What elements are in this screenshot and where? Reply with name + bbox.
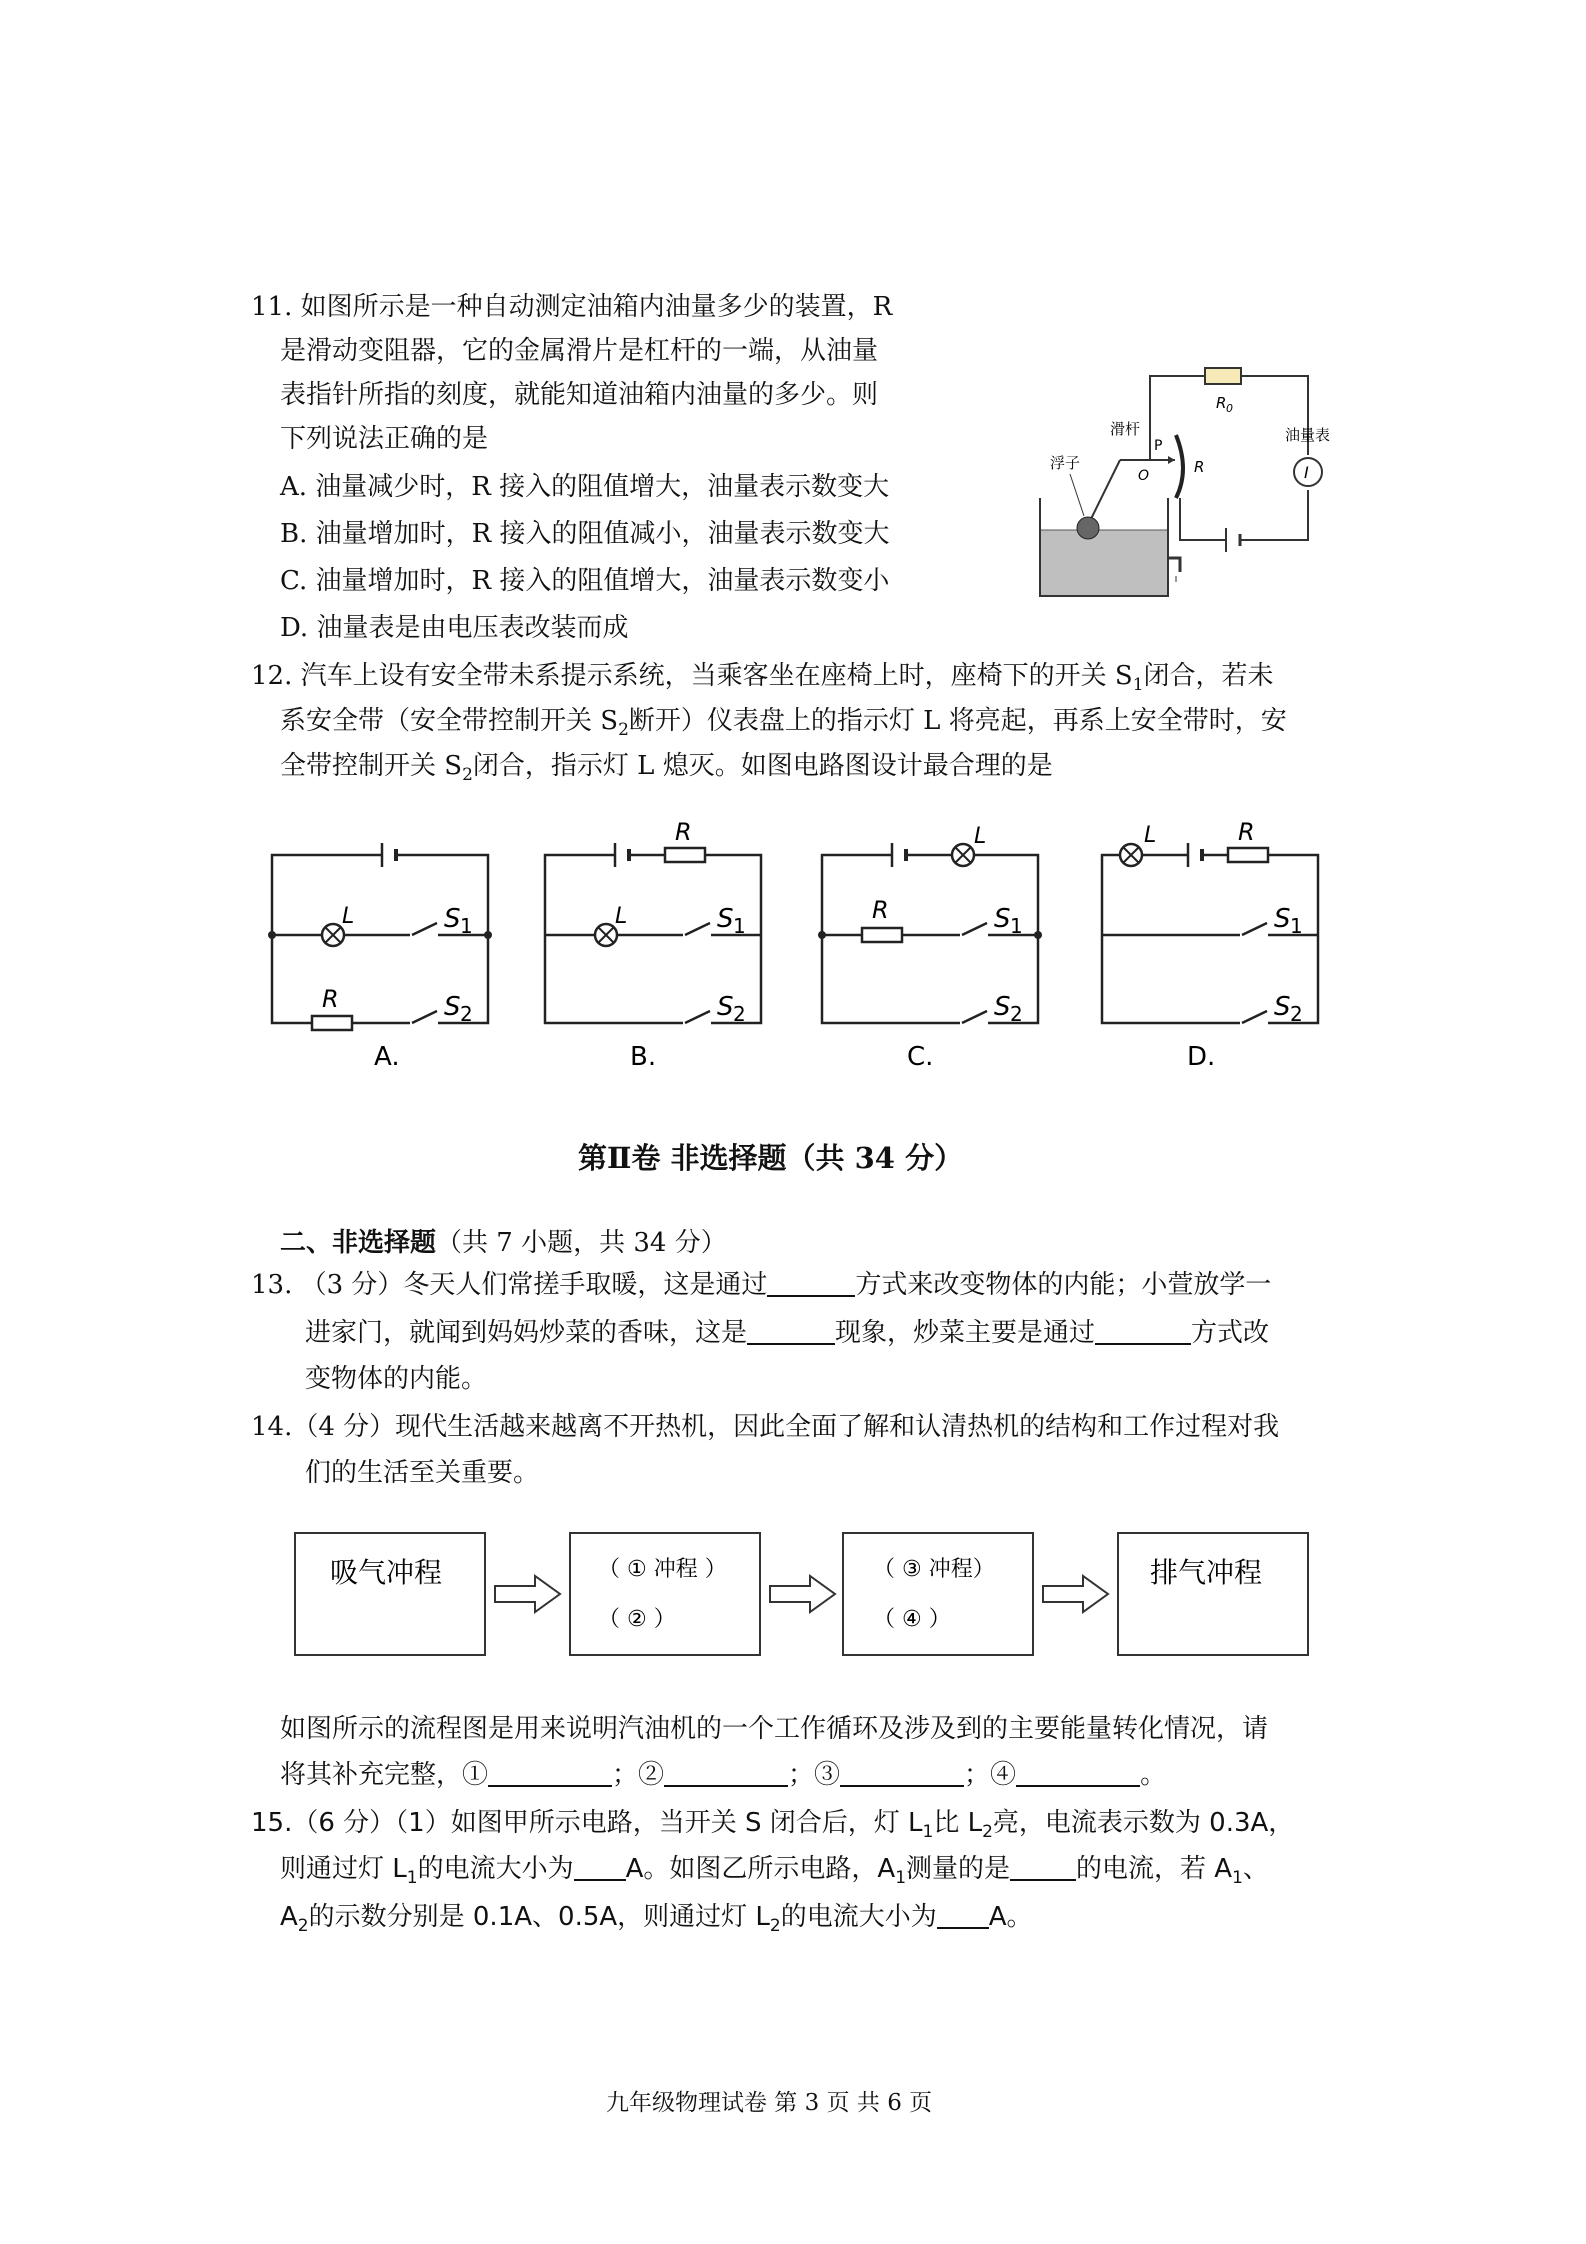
svg-text:吸气冲程: 吸气冲程 [330,1556,443,1589]
svg-text:1: 1 [733,914,746,938]
q11-line-3: 表指针所指的刻度，就能知道油箱内油量的多少。则 [280,380,879,410]
q15-blank-1[interactable] [574,1853,626,1881]
svg-text:排气冲程: 排气冲程 [1150,1556,1263,1589]
svg-text:（ ④ ）: （ ④ ） [873,1607,951,1632]
r0-resistor [1205,368,1241,384]
flow-arrow-3 [1043,1576,1108,1612]
q14-blank-2[interactable] [664,1759,788,1787]
svg-text:S: S [444,904,461,934]
svg-text:R: R [1238,818,1255,846]
q11-option-b: B. 油量增加时，R 接入的阻值减小，油量表示数变大 [280,519,890,549]
svg-text:B.: B. [630,1042,657,1072]
svg-text:S: S [1274,992,1291,1022]
svg-text:R: R [1216,394,1227,412]
flow-box-exhaust [1118,1533,1308,1655]
svg-text:2: 2 [733,1002,746,1026]
svg-text:0: 0 [1226,402,1233,415]
float-ball [1077,517,1099,539]
q11-line-4: 下列说法正确的是 [280,424,489,454]
svg-text:S: S [994,904,1011,934]
svg-text:R: R [872,896,889,924]
flow-arrow-1 [495,1576,560,1612]
svg-text:I: I [1304,463,1309,482]
circuit-c [812,818,1052,1078]
part-two-title: 第Ⅱ卷 非选择题（共 34 分） [578,1141,964,1175]
circuit-b [535,818,775,1078]
circuit-a [262,835,502,1075]
svg-text:2: 2 [460,1002,473,1026]
q11-line-1: 11. 如图所示是一种自动测定油箱内油量多少的装置，R [251,292,893,322]
q15-blank-3[interactable] [937,1901,989,1929]
svg-text:油量表: 油量表 [1285,426,1331,444]
svg-text:S: S [717,904,734,934]
svg-text:L: L [1144,823,1157,848]
q11-line-2: 是滑动变阻器，它的金属滑片是杠杆的一端，从油量 [280,336,879,366]
q14-line-2: 们的生活至关重要。 [305,1458,540,1488]
circuit-d [1092,812,1332,1078]
oil-level [1041,530,1167,595]
svg-text:R: R [675,818,692,846]
q13-line-3: 变物体的内能。 [305,1364,488,1394]
engine-flow-chart [290,1528,1320,1673]
svg-text:1: 1 [1290,914,1303,938]
q14-line-3: 如图所示的流程图是用来说明汽油机的一个工作循环及涉及到的主要能量转化情况，请 [280,1714,1269,1744]
svg-text:R: R [322,985,339,1013]
variable-resistor [1176,435,1183,498]
svg-text:O: O [1138,468,1150,484]
svg-text:C.: C. [907,1042,934,1072]
svg-text:S: S [717,992,734,1022]
q14-line-1: 14.（4 分）现代生活越来越离不开热机，因此全面了解和认清热机的结构和工作过程对我 [251,1412,1280,1442]
q13-blank-3[interactable] [1095,1317,1191,1345]
svg-text:滑杆: 滑杆 [1110,420,1141,438]
flow-box-2 [570,1533,760,1655]
oil-gauge-figure [1030,350,1340,600]
q12-line-3: 全带控制开关 $S_2$闭合，指示灯 L 熄灭。如图电路图设计最合理的是 [280,751,1053,786]
q15-line-1: 15.（6 分）（1）如图甲所示电路，当开关 S 闭合后，灯 $L_1$比 $L_2$亮，电流表示数为 0.3A， [251,1808,1295,1843]
flow-box-intake [295,1533,485,1655]
q12-line-1: 12. 汽车上设有安全带未系提示系统，当乘客坐在座椅上时，座椅下的开关 $S_1$闭合，若未 [251,661,1274,696]
svg-text:（ ③ 冲程）: （ ③ 冲程） [873,1557,995,1582]
svg-text:2: 2 [1010,1002,1023,1026]
svg-text:L: L [342,904,355,929]
svg-text:L: L [615,904,628,929]
svg-text:浮子: 浮子 [1050,454,1081,472]
section-two-heading: 二、非选择题（共 7 小题，共 34 分） [280,1228,727,1258]
q13-line-1: 13. （3 分）冬天人们常搓手取暖，这是通过 方式来改变物体的内能；小萱放学一 [251,1270,1272,1300]
q14-blank-4[interactable] [1016,1759,1140,1787]
q14-blank-1[interactable] [488,1759,612,1787]
q11-option-a: A. 油量减少时，R 接入的阻值增大，油量表示数变大 [280,472,890,502]
q13-blank-1[interactable] [767,1269,855,1297]
q15-line-3: $A_2$的示数分别是 0.1A、0.5A，则通过灯 $L_2$的电流大小为 A。 [280,1902,1033,1937]
q13-blank-2[interactable] [747,1317,835,1345]
svg-text:（ ① 冲程 ）: （ ① 冲程 ） [598,1557,727,1582]
svg-text:D.: D. [1187,1042,1216,1072]
q15-blank-2[interactable] [1010,1853,1076,1881]
svg-text:S: S [994,992,1011,1022]
q13-line-2: 进家门，就闻到妈妈炒菜的香味，这是 现象，炒菜主要是通过 方式改 [305,1318,1270,1348]
q15-line-2: 则通过灯 $L_1$的电流大小为 A。如图乙所示电路，$A_1$测量的是 的电流，若 $A_1$、 [280,1854,1269,1889]
svg-text:2: 2 [1290,1002,1303,1026]
svg-text:1: 1 [460,914,473,938]
q11-option-d: D. 油量表是由电压表改装而成 [280,613,629,643]
q11-option-c: C. 油量增加时，R 接入的阻值增大，油量表示数变小 [280,566,890,596]
svg-text:（ ② ）: （ ② ） [598,1607,676,1632]
svg-text:P: P [1154,438,1163,454]
q14-blank-3[interactable] [840,1759,964,1787]
q12-line-2: 系安全带（安全带控制开关 $S_2$断开）仪表盘上的指示灯 L 将亮起，再系上安全带时，安 [280,706,1287,741]
flow-box-3 [843,1533,1033,1655]
page-footer: 九年级物理试卷 第 3 页 共 6 页 [606,2090,933,2116]
svg-text:L: L [974,824,987,849]
svg-text:1: 1 [1010,914,1023,938]
flow-arrow-2 [770,1576,835,1612]
q14-line-4: 将其补充完整，① ；② ；③ ；④ 。 [280,1760,1167,1790]
svg-text:R: R [1194,458,1205,476]
svg-text:S: S [444,992,461,1022]
svg-text:S: S [1274,904,1291,934]
svg-text:A.: A. [374,1042,400,1072]
